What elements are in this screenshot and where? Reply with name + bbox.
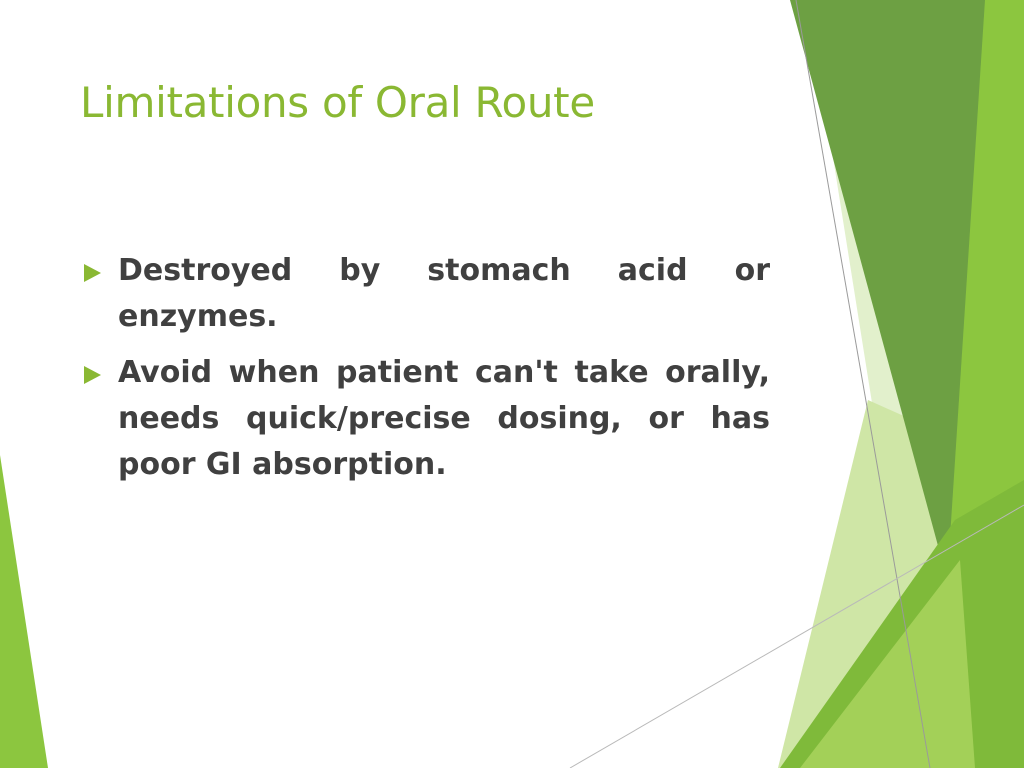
bullet-item [80,248,770,340]
triangle-bullet-icon [84,264,101,282]
left-green-facet [0,455,48,768]
bullet-text: Destroyed by stomach acid or enzymes. [118,253,770,334]
bullet-item [80,350,770,488]
bullet-list [80,248,770,498]
bullet-text: Avoid when patient can't take orally, needs quick/precise dosing, or has poor GI absorption. [118,355,770,482]
triangle-bullet-icon [84,366,101,384]
slide-title: Limitations of Oral Route [80,78,595,127]
